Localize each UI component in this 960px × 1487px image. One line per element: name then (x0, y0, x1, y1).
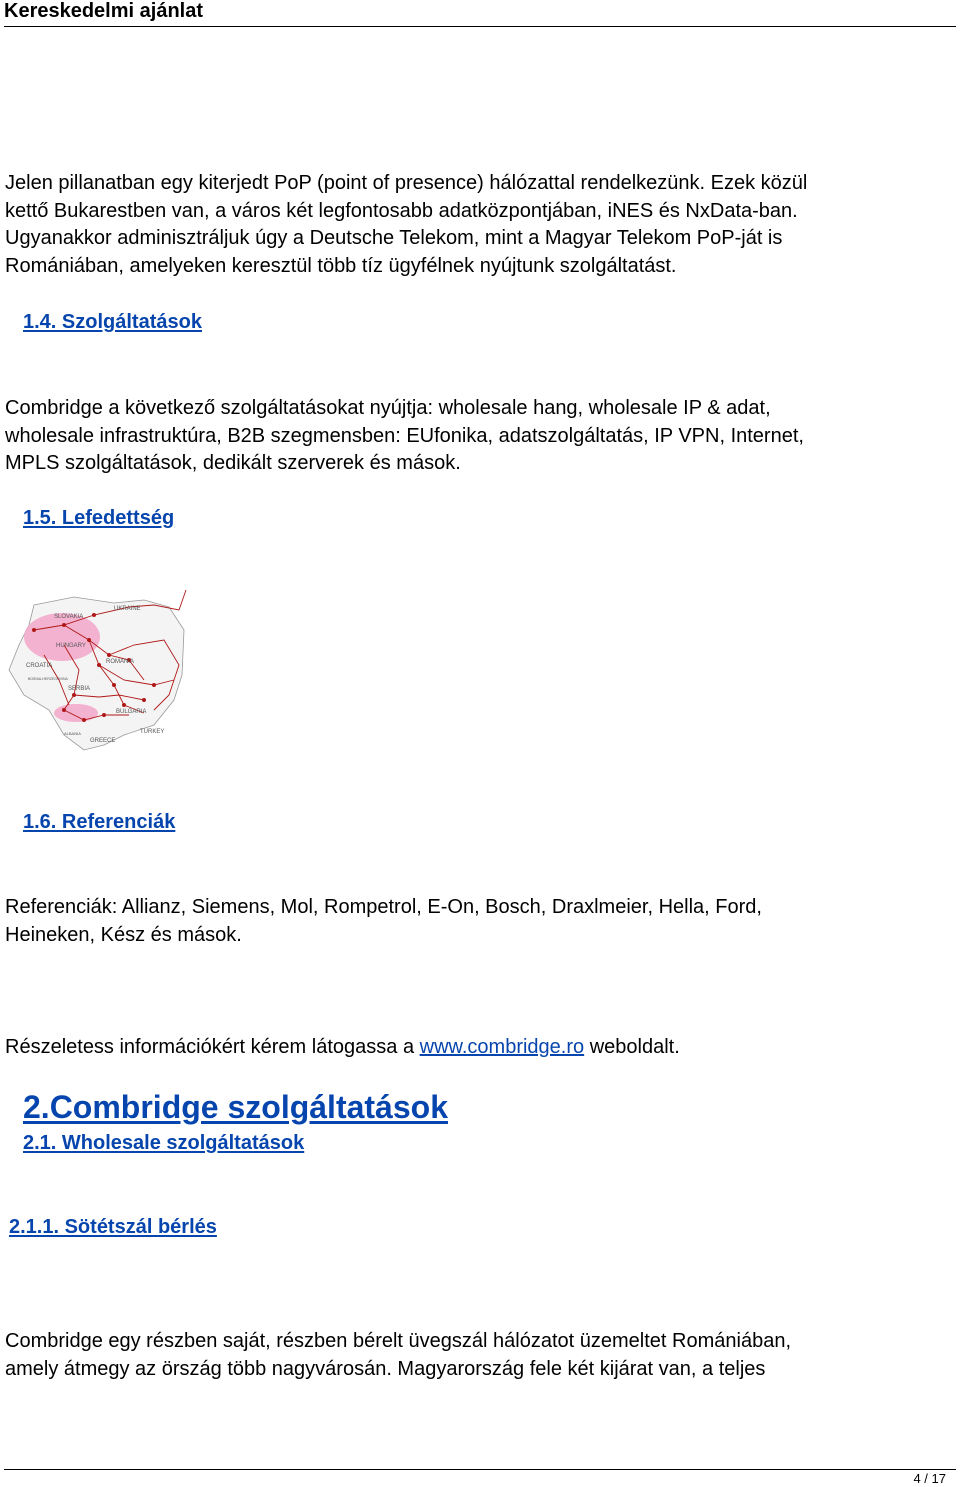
map-label-slovakia: SLOVAKIA (54, 614, 84, 620)
header-divider (4, 26, 956, 27)
intro-line: Jelen pillanatban egy kiterjedt PoP (point of presence) hálózattal rendelkezünk. Ezek közül (5, 172, 808, 194)
map-label-greece: GREECE (90, 738, 116, 744)
website-link[interactable]: www.combridge.ro (419, 1036, 585, 1058)
bulgaria-region (54, 704, 98, 722)
hungary-region (24, 613, 100, 661)
section-heading-wholesale[interactable]: 2.1. Wholesale szolgáltatások (23, 1132, 305, 1154)
map-label-turkey: TURKEY (140, 729, 165, 735)
services-line: MPLS szolgáltatások, dedikált szerverek és mások. (5, 452, 461, 474)
info-text-before: Részeletess információkért kérem látogassa a (5, 1036, 420, 1058)
map-label-bulgaria: BULGARIA (116, 709, 147, 715)
page-number: 4 / 17 (913, 1471, 946, 1486)
section-heading-sotetszal[interactable]: 2.1.1. Sötétszál bérlés (9, 1216, 217, 1238)
document-title: Kereskedelmi ajánlat (4, 0, 203, 22)
section-heading-lefedettseg[interactable]: 1.5. Lefedettség (23, 507, 175, 529)
chapter-heading-combridge-szolgaltatasok[interactable]: 2.Combridge szolgáltatások (23, 1089, 448, 1125)
services-paragraph (5, 395, 945, 478)
map-label-hungary: HUNGARY (56, 643, 86, 649)
intro-line: kettő Bukarestben van, a város két legfontosabb adatközpontjában, iNES és NxData-ban. (5, 199, 798, 222)
section-heading-referenciak[interactable]: 1.6. Referenciák (23, 811, 176, 833)
land-shape (9, 597, 184, 750)
map-label-albania: ALBANIA (64, 731, 81, 736)
info-text-after: weboldalt. (584, 1036, 680, 1058)
coverage-map (4, 585, 194, 755)
references-paragraph (5, 894, 945, 949)
intro-paragraph (5, 170, 945, 280)
services-line: wholesale infrastruktúra, B2B szegmensben: EUfonika, adatszolgáltatás, IP VPN, Internet, (5, 424, 804, 447)
section-heading-szolgaltatasok[interactable]: 1.4. Szolgáltatások (23, 311, 202, 333)
intro-line: Ugyanakkor adminisztráljuk úgy a Deutsche Telekom, mint a Magyar Telekom PoP-ját is (5, 227, 783, 249)
fiber-line: amely átmegy az örszág több nagyvárosán. Magyarország fele két kijárat van, a teljes (5, 1357, 766, 1380)
references-line: Referenciák: Allianz, Siemens, Mol, Rompetrol, E-On, Bosch, Draxlmeier, Hella, Ford, (5, 896, 762, 918)
map-label-romania: ROMANIA (106, 659, 135, 665)
intro-line: Romániában, amelyeken keresztül több tíz ügyfélnek nyújtunk szolgáltatást. (5, 254, 677, 277)
fiber-paragraph (5, 1328, 945, 1383)
map-label-croatia: CROATIA (26, 663, 53, 669)
map-label-ukraine: UKRAINE (114, 606, 141, 612)
fiber-line: Combridge egy részben saját, részben bérelt üvegszál hálózatot üzemeltet Romániában, (5, 1330, 791, 1352)
map-label-serbia: SERBIA (68, 686, 91, 692)
services-line: Combridge a következő szolgáltatásokat nyújtja: wholesale hang, wholesale IP & adat, (5, 397, 771, 419)
info-paragraph (5, 1034, 945, 1062)
footer-divider (4, 1469, 956, 1470)
references-line: Heineken, Kész és mások. (5, 923, 242, 946)
map-label-bosnia: BOSNIA-HERZEGOVINA (28, 677, 68, 681)
